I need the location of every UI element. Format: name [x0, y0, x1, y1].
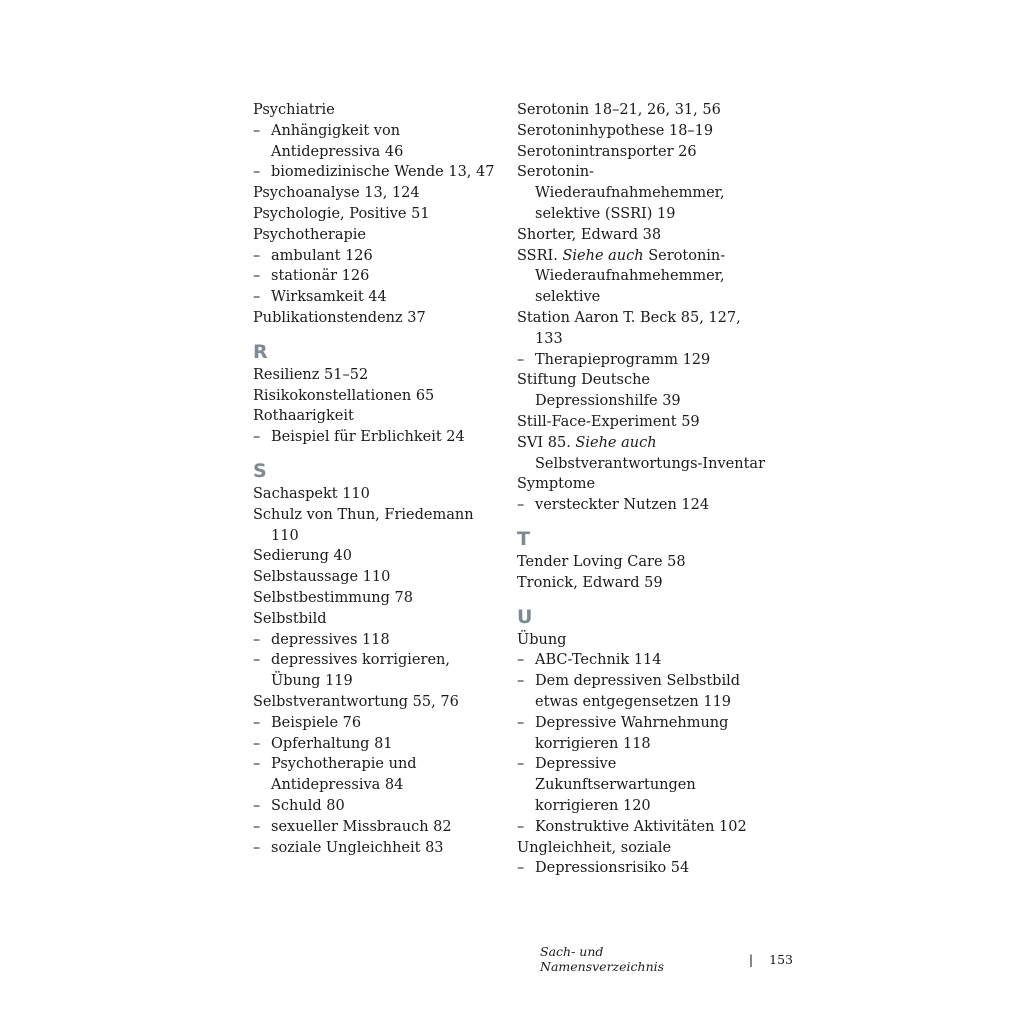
index-entry: Rothaarigkeit: [253, 408, 354, 425]
footer-separator: |: [748, 951, 754, 967]
index-entry: Selbstbild: [253, 610, 327, 627]
cross-reference-target: Serotonin-Wiederaufnahmehemmer, selektive: [535, 247, 726, 306]
cross-reference-target: Selbstverantwortungs-Inventar: [535, 455, 765, 472]
index-entry: Tender Loving Care 58: [517, 553, 686, 570]
index-entry: Serotoninhypothese 18–19: [517, 122, 714, 139]
index-subentry: – Dem depressiven Selbstbild etwas entgegensetzen 119: [517, 671, 767, 713]
index-subentry: – depressives korrigieren, Übung 119: [253, 650, 498, 692]
index-subentry: – Opferhaltung 81: [253, 734, 498, 755]
index-subentry: – ambulant 126: [253, 246, 498, 267]
index-subentry: – Psychotherapie und Antidepressiva 84: [253, 754, 498, 796]
index-subentry: – Anhängigkeit von Antidepressiva 46: [253, 121, 498, 163]
index-subentry: – Konstruktive Aktivitäten 102: [517, 817, 767, 838]
index-subentry: – Depressive Wahrnehmung korrigieren 118: [517, 713, 767, 755]
index-subentry: – Beispiel für Erblichkeit 24: [253, 427, 498, 448]
cross-reference-label: Siehe auch: [562, 247, 644, 264]
index-column-right: [517, 100, 767, 879]
index-entry: Selbstverantwortung 55, 76: [253, 693, 459, 710]
page-footer: [540, 944, 793, 974]
index-entry: Ungleichheit, soziale: [517, 839, 672, 856]
index-entry: Symptome: [517, 476, 596, 493]
index-entry: Psychoanalyse 13, 124: [253, 185, 420, 202]
index-entry: Sachaspekt 110: [253, 485, 370, 502]
index-entry: Schulz von Thun, Friedemann 110: [253, 506, 474, 544]
index-subentry: – stationär 126: [253, 266, 498, 287]
section-letter-u: U: [517, 605, 533, 628]
index-subentry: – Beispiele 76: [253, 713, 498, 734]
index-column-left: [253, 100, 498, 858]
index-entry: Selbstbestimmung 78: [253, 589, 413, 606]
index-entry: [517, 433, 767, 475]
index-entry: [517, 246, 767, 308]
index-subentry: – soziale Ungleichheit 83: [253, 838, 498, 859]
section-letter-t: T: [517, 527, 530, 550]
index-entry: Psychotherapie: [253, 226, 367, 243]
index-subentry: – Schuld 80: [253, 796, 498, 817]
cross-reference-label: Siehe auch: [575, 434, 657, 451]
index-entry: Psychologie, Positive 51: [253, 205, 430, 222]
index-entry: Resilienz 51–52: [253, 366, 369, 383]
index-subentry: – Depressive Zukunftserwartungen korrigieren 120: [517, 754, 767, 816]
page-number: 153: [769, 951, 793, 967]
entry-term: SSRI.: [517, 247, 558, 264]
index-entry: Psychiatrie: [253, 102, 335, 118]
entry-term: SVI 85.: [517, 434, 571, 451]
index-subentry: – biomedizinische Wende 13, 47: [253, 162, 498, 183]
index-entry: Risikokonstellationen 65: [253, 387, 435, 404]
index-entry: Selbstaussage 110: [253, 569, 391, 586]
index-entry: Shorter, Edward 38: [517, 226, 662, 243]
index-entry: Serotonin-Wiederaufnahmehemmer, selektive (SSRI) 19: [517, 164, 725, 222]
index-entry: Sedierung 40: [253, 548, 352, 565]
index-subentry: – Depressionsrisiko 54: [517, 858, 767, 879]
index-subentry: – Therapieprogramm 129: [517, 350, 767, 371]
index-subentry: – ABC-Technik 114: [517, 650, 767, 671]
index-entry: Serotonin 18–21, 26, 31, 56: [517, 102, 721, 118]
section-letter-r: R: [253, 340, 268, 363]
index-entry: Tronick, Edward 59: [517, 574, 663, 591]
index-entry: Station Aaron T. Beck 85, 127, 133: [517, 309, 741, 347]
index-subentry: – sexueller Missbrauch 82: [253, 817, 498, 838]
index-subentry: – versteckter Nutzen 124: [517, 495, 767, 516]
section-letter-s: S: [253, 459, 267, 482]
index-subentry: – depressives 118: [253, 630, 498, 651]
index-entry: Stiftung Deutsche Depressionshilfe 39: [517, 372, 681, 410]
index-entry: Serotonintransporter 26: [517, 143, 697, 160]
index-entry: Publikationstendenz 37: [253, 309, 426, 326]
index-subentry: – Wirksamkeit 44: [253, 287, 498, 308]
index-entry: Übung: [517, 631, 567, 648]
index-entry: Still-Face-Experiment 59: [517, 413, 700, 430]
running-head: Sach- und Namensverzeichnis: [540, 944, 665, 974]
